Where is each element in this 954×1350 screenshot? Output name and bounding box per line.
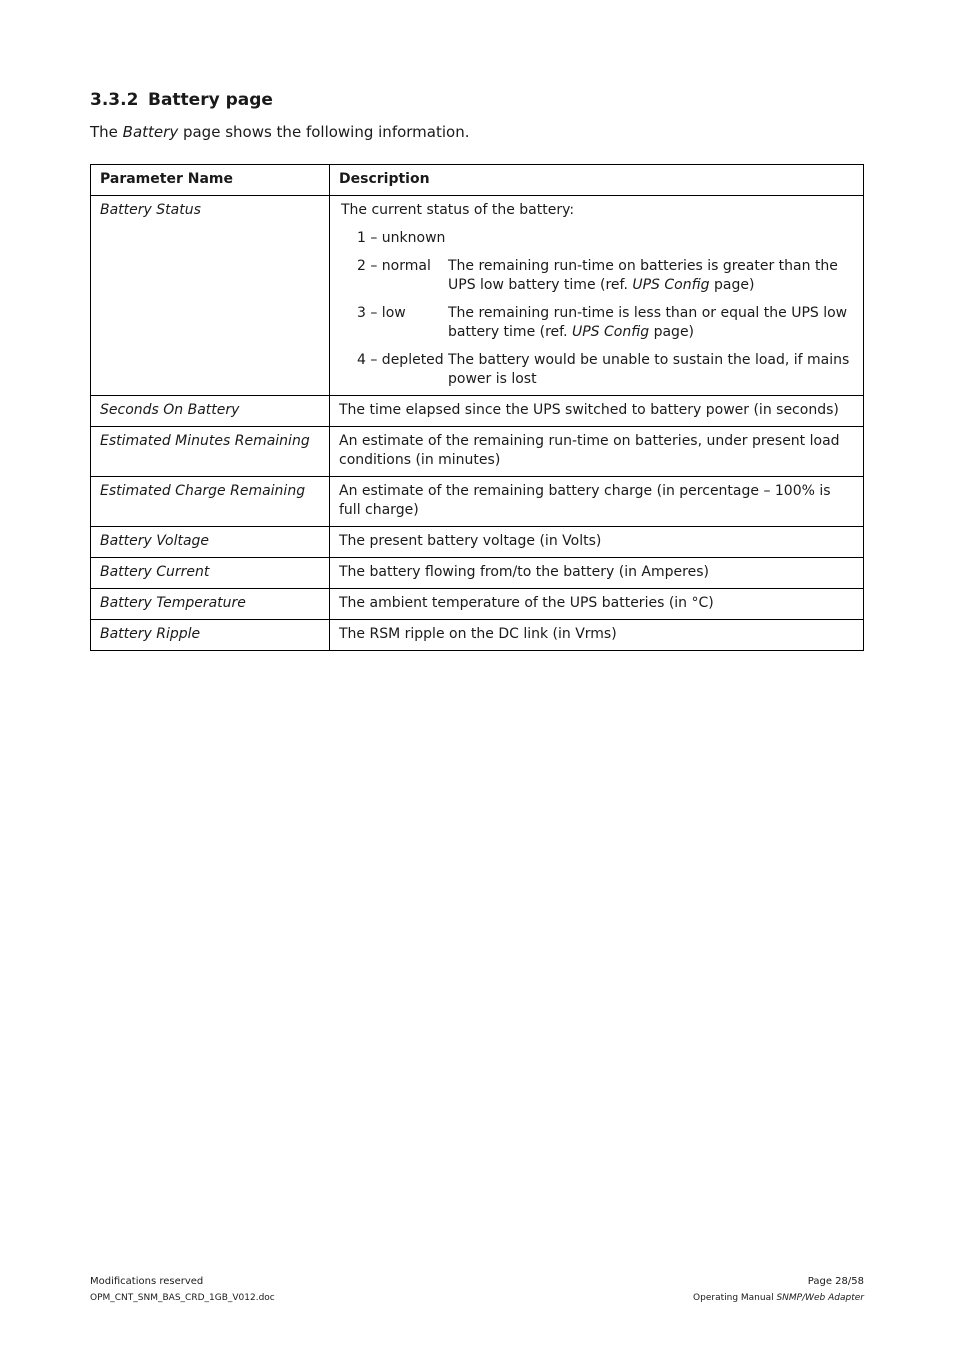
parameter-description: The present battery voltage (in Volts) xyxy=(330,527,864,558)
footer-left xyxy=(90,1274,275,1306)
section-heading xyxy=(90,90,273,110)
footer-doc-filename: OPM_CNT_SNM_BAS_CRD_1GB_V012.doc xyxy=(90,1293,275,1303)
status-code-description: The battery would be unable to sustain the load, if mains power is lost xyxy=(448,352,850,387)
intro-text-post: page shows the following information. xyxy=(178,123,470,141)
table-row xyxy=(91,427,864,477)
table-header-row xyxy=(91,165,864,196)
parameter-description: An estimate of the remaining run-time on batteries, under present load conditions (in minutes) xyxy=(330,427,864,477)
status-code-row xyxy=(357,351,855,389)
status-code-desc-text: page) xyxy=(649,324,695,340)
status-code-label: 2 – normal xyxy=(357,258,431,274)
table-row xyxy=(91,477,864,527)
header-parameter-name: Parameter Name xyxy=(91,165,330,196)
section-title: Battery page xyxy=(148,90,273,110)
parameter-description: The battery flowing from/to the battery (in Amperes) xyxy=(330,558,864,589)
intro-emphasis: Battery xyxy=(122,123,179,141)
parameter-name: Battery Voltage xyxy=(91,527,330,558)
status-code-description xyxy=(448,257,855,295)
footer-manual-text: Operating Manual xyxy=(693,1293,777,1303)
status-code-row xyxy=(357,229,855,248)
parameter-name: Seconds On Battery xyxy=(91,396,330,427)
parameter-description: The time elapsed since the UPS switched to battery power (in seconds) xyxy=(330,396,864,427)
status-code-desc-emphasis: UPS Config xyxy=(632,277,710,293)
footer-page-number: Page 28/58 xyxy=(807,1276,864,1287)
status-intro-text: The current status of the battery: xyxy=(341,202,575,218)
table-row xyxy=(91,558,864,589)
table-row xyxy=(91,396,864,427)
parameter-table xyxy=(90,164,864,651)
parameter-description: The RSM ripple on the DC link (in Vrms) xyxy=(330,620,864,651)
parameter-name: Estimated Charge Remaining xyxy=(91,477,330,527)
parameter-name: Battery Status xyxy=(91,196,330,396)
table-row xyxy=(91,620,864,651)
status-code-desc-text: page) xyxy=(709,277,755,293)
status-code-desc-text: The remaining run-time on batteries is greater than the UPS low battery time (ref. xyxy=(448,258,838,293)
table-row xyxy=(91,196,864,396)
status-code-list xyxy=(357,229,855,389)
parameter-description: An estimate of the remaining battery charge (in percentage – 100% is full charge) xyxy=(330,477,864,527)
footer-manual-title xyxy=(693,1290,864,1306)
parameter-name: Battery Temperature xyxy=(91,589,330,620)
parameter-description xyxy=(330,196,864,396)
parameter-description: The ambient temperature of the UPS batteries (in °C) xyxy=(330,589,864,620)
intro-paragraph xyxy=(90,123,469,141)
table-row xyxy=(91,589,864,620)
footer-modifications: Modifications reserved xyxy=(90,1276,204,1287)
parameter-name: Battery Current xyxy=(91,558,330,589)
status-code-row xyxy=(357,257,855,295)
status-code-description xyxy=(448,304,855,342)
footer-right xyxy=(693,1274,864,1306)
status-code-label: 4 – depleted xyxy=(357,352,444,368)
status-code-description xyxy=(448,229,855,248)
status-code-label: 1 – unknown xyxy=(357,230,446,246)
parameter-name: Battery Ripple xyxy=(91,620,330,651)
section-number: 3.3.2 xyxy=(90,90,139,110)
header-description: Description xyxy=(330,165,864,196)
status-code-desc-emphasis: UPS Config xyxy=(571,324,650,340)
footer-manual-emphasis: SNMP/Web Adapter xyxy=(776,1293,864,1303)
parameter-name: Estimated Minutes Remaining xyxy=(91,427,330,477)
table-row xyxy=(91,527,864,558)
status-code-desc-text: The remaining run-time is less than or equal the UPS low battery time (ref. xyxy=(448,305,848,340)
status-code-label: 3 – low xyxy=(357,305,406,321)
intro-text-pre: The xyxy=(90,123,123,141)
status-code-row xyxy=(357,304,855,342)
